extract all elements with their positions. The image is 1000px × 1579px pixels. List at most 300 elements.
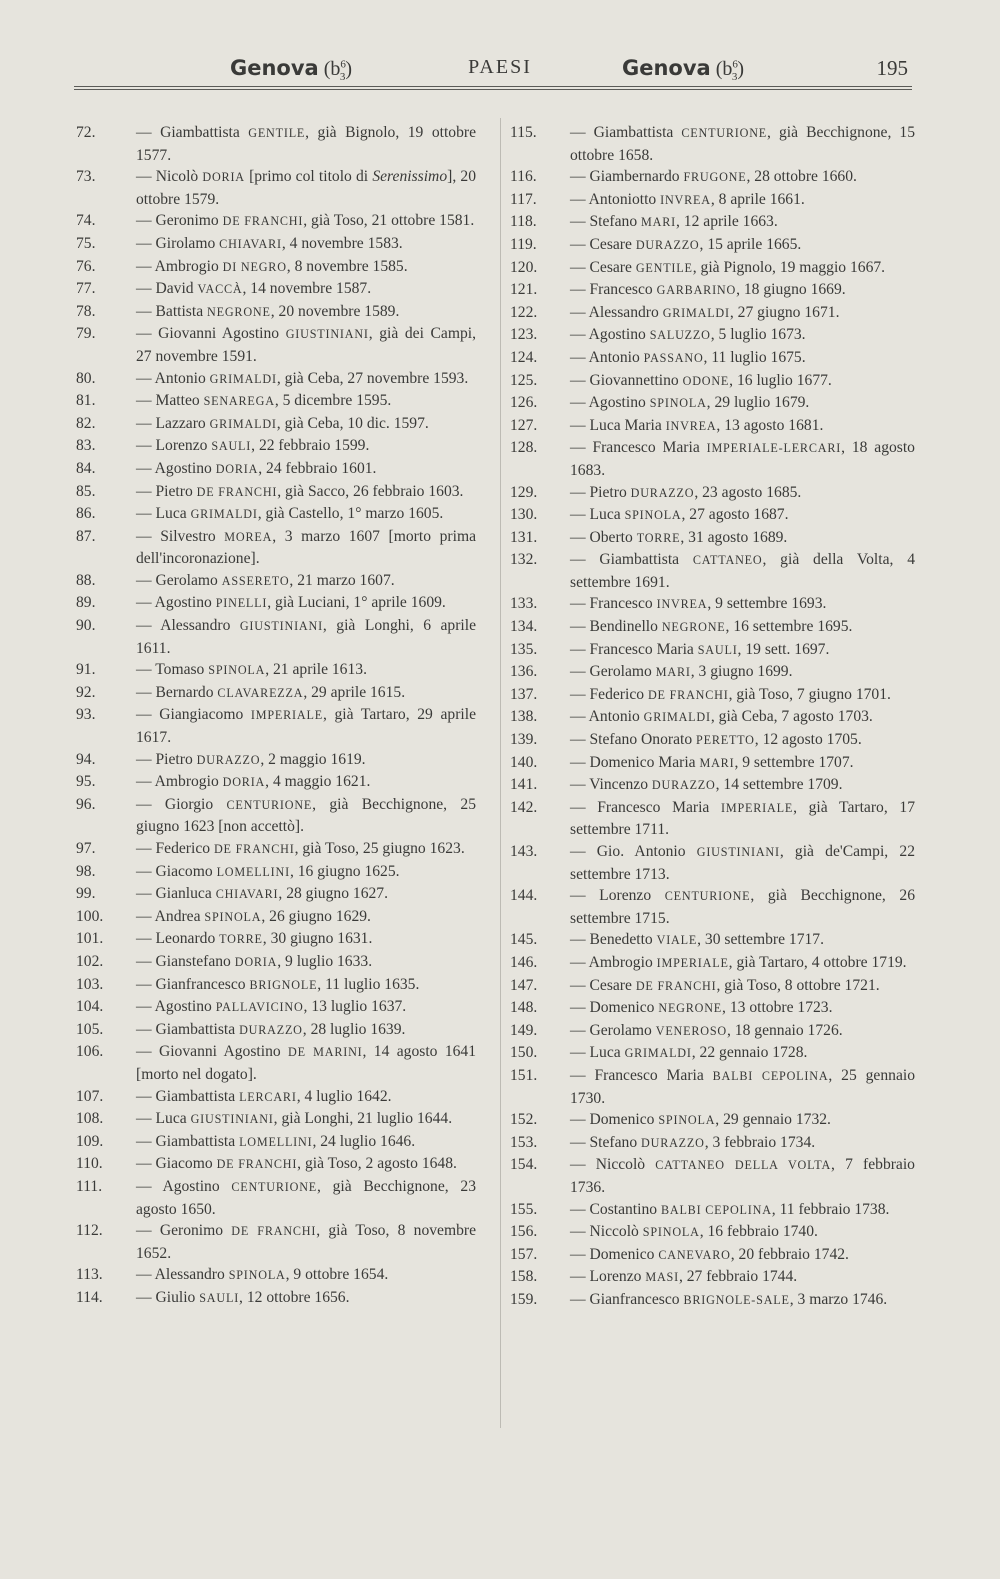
doge-surname: DE FRANCHI (231, 1224, 317, 1239)
entry-text: — Federico (570, 685, 648, 703)
entry-text: , 2 maggio 1619. (260, 750, 366, 768)
entry-text: — Gio. Antonio (570, 843, 697, 860)
entry-number: 117. (510, 190, 537, 208)
entry-number: 134. (510, 618, 538, 636)
entry-text: , 9 settembre 1693. (707, 595, 827, 613)
entry-text: , già Luciani, 1° aprile 1609. (267, 594, 446, 612)
entry-text: — Gianstefano (136, 952, 235, 970)
entry-number: 109. (76, 1132, 104, 1150)
doge-entry (510, 392, 915, 415)
entry-text: , già Pignolo, 19 maggio 1667. (692, 258, 886, 276)
entry-text: — Luca Maria (570, 416, 666, 434)
doge-surname: DURAZZO (239, 1022, 303, 1037)
doge-entry (510, 189, 915, 212)
doge-surname: PALLAVICINO (215, 1000, 304, 1015)
entry-text: — Benedetto (570, 931, 657, 949)
entry-number: 147. (510, 976, 538, 994)
entry-text: — Alessandro (136, 617, 240, 635)
entry-number: 137. (510, 685, 538, 703)
entry-number: 76. (76, 257, 96, 275)
doge-surname: BALBI CEPOLINA (712, 1068, 829, 1083)
doge-entry (510, 279, 915, 302)
doge-entry (510, 437, 915, 481)
entry-text: — Gerolamo (570, 663, 656, 681)
header-left-code: (b (323, 58, 341, 80)
entry-text: , 3 marzo 1607 [morto prima dell'incoronazione]. (136, 527, 476, 568)
doge-entry (510, 234, 915, 257)
doge-entry (510, 684, 915, 707)
header-right-code: (b (715, 58, 733, 80)
entry-number: 157. (510, 1245, 538, 1263)
doge-entry (76, 838, 476, 861)
doge-entry (76, 1153, 476, 1176)
doge-entry (510, 324, 915, 347)
entry-text: — Bernardo (136, 683, 218, 701)
doge-entry (510, 347, 915, 370)
doge-surname: NEGRONE (661, 620, 726, 635)
entry-text: , già dei Campi, 27 novembre 1591. (136, 325, 476, 365)
doge-surname: SAULI (697, 642, 738, 657)
header-right (622, 56, 744, 83)
entry-number: 155. (510, 1200, 538, 1218)
doge-surname: NEGRONE (207, 304, 271, 319)
entry-number: 118. (510, 213, 537, 231)
entry-number: 148. (510, 999, 538, 1017)
entry-text: — Lazzaro (136, 414, 210, 432)
doge-surname: SPINOLA (624, 508, 682, 523)
doge-entry (76, 413, 476, 436)
entry-text: — Stefano Onorato (570, 731, 697, 749)
entry-text: — Lorenzo (570, 1268, 646, 1286)
doge-surname: INVREA (660, 192, 711, 207)
header-rule (74, 86, 912, 90)
entry-text: — Giacomo (136, 862, 217, 880)
page-number: 195 (876, 56, 908, 80)
doge-surname: GIUSTINIANI (285, 327, 369, 342)
entry-text: — Lorenzo (570, 887, 665, 905)
entry-text: , 16 luglio 1677. (729, 371, 832, 389)
entry-text: , 28 giugno 1627. (278, 885, 388, 903)
doge-entry (76, 659, 476, 682)
doge-surname: DE FRANCHI (647, 687, 729, 702)
entry-text: , 28 ottobre 1660. (746, 168, 857, 186)
doge-entry (510, 1244, 915, 1267)
entry-number: 81. (76, 392, 96, 410)
entry-text: , già de'Campi, 22 settembre 1713. (570, 843, 915, 883)
entry-text: , già Becchignone, 15 ottobre 1658. (570, 124, 916, 164)
doge-surname: GRIMALDI (643, 710, 711, 725)
entry-text: , 23 agosto 1685. (694, 483, 802, 501)
entry-text: — Giacomo (136, 1155, 217, 1173)
doge-entry (510, 752, 915, 775)
doge-entry (76, 122, 476, 166)
entry-text: ], 20 ottobre 1579. (136, 168, 476, 208)
doge-entry (76, 570, 476, 593)
entry-number: 122. (510, 303, 538, 321)
entry-text: — Giambernardo (570, 168, 684, 186)
entry-number: 93. (76, 706, 96, 724)
entry-text: , già Ceba, 7 agosto 1703. (710, 708, 873, 726)
entry-number: 82. (76, 414, 96, 432)
entry-text: — Giambattista (136, 124, 249, 141)
entry-number: 103. (76, 975, 104, 993)
doge-entry (76, 1041, 476, 1085)
entry-number: 138. (510, 708, 538, 726)
doge-entry (510, 166, 915, 189)
entry-text: , 16 giugno 1625. (289, 862, 400, 880)
doge-surname: DE FRANCHI (196, 484, 278, 499)
entry-number: 128. (510, 439, 538, 457)
doge-entry (510, 1042, 915, 1065)
entry-number: 131. (510, 528, 538, 546)
entry-text: , 20 febbraio 1742. (730, 1245, 849, 1263)
entry-text: , 4 maggio 1621. (265, 773, 371, 791)
entry-text: , 14 agosto 1641 [morto nel dogato]. (136, 1043, 477, 1083)
entry-text: — Niccolò (570, 1223, 643, 1241)
doge-entry (76, 323, 476, 367)
entry-text: — Luca (570, 1044, 625, 1062)
entry-text: — Antoniotto (570, 190, 661, 208)
doge-entry (510, 415, 915, 438)
entry-number: 101. (76, 930, 104, 948)
entry-number: 97. (76, 840, 96, 857)
entry-number: 78. (76, 302, 96, 320)
entry-number: 100. (76, 907, 104, 925)
doge-entry (510, 122, 915, 166)
entry-text: — Giorgio (136, 795, 227, 813)
entry-text: , 11 luglio 1635. (317, 975, 420, 993)
entry-text: , già Castello, 1° marzo 1605. (257, 505, 444, 523)
entry-text: — Francesco (570, 281, 657, 299)
doge-entry (510, 729, 915, 752)
doge-entry (76, 1086, 476, 1109)
doge-entry (510, 1221, 915, 1244)
header-left-sub: 3 (339, 71, 346, 83)
entry-number: 102. (76, 952, 104, 970)
entry-text: , 8 novembre 1585. (286, 257, 408, 275)
doge-entry (76, 390, 476, 413)
entry-number: 120. (510, 258, 538, 276)
entry-number: 98. (76, 862, 96, 880)
entry-text: , già Toso, 8 novembre 1652. (136, 1222, 476, 1262)
entry-text: , 4 novembre 1583. (281, 234, 403, 252)
entry-text: — Agostino (136, 1177, 232, 1195)
doge-surname: DURAZZO (630, 485, 695, 500)
entry-text: — Giovannettino (570, 371, 683, 389)
entry-text: — Antonio (570, 348, 644, 366)
doge-entry (510, 370, 915, 393)
entry-number: 88. (76, 571, 96, 589)
doge-entry (76, 458, 476, 481)
title-italic: Serenissimo (372, 168, 448, 186)
doge-surname: SPINOLA (204, 909, 262, 924)
entry-text: — Bendinello (570, 618, 662, 636)
doge-surname: DE FRANCHI (222, 214, 304, 229)
doge-entry (510, 302, 915, 325)
entry-text: — Leonardo (136, 930, 220, 948)
entry-text: — Alessandro (136, 1266, 229, 1284)
entry-number: 146. (510, 953, 538, 971)
entry-text: , già Toso, 8 ottobre 1721. (716, 976, 880, 994)
doge-surname: LOMELLINI (239, 1134, 313, 1149)
doge-surname: GIUSTINIANI (190, 1112, 274, 1127)
entry-text: — Alessandro (570, 303, 663, 321)
doge-entry (510, 593, 915, 616)
entry-number: 91. (76, 661, 96, 679)
entry-number: 94. (76, 750, 96, 768)
entry-text: — Francesco Maria (570, 1066, 713, 1084)
entry-text: — Agostino (570, 326, 650, 344)
entry-number: 154. (510, 1156, 538, 1174)
doge-surname: LOMELLINI (216, 864, 290, 879)
entry-number: 95. (76, 773, 96, 791)
header-right-sub: 3 (731, 71, 738, 83)
entry-text: , 13 agosto 1681. (716, 416, 824, 434)
doge-entry (510, 616, 915, 639)
entry-number: 135. (510, 640, 538, 658)
doge-surname: MOREA (224, 529, 273, 544)
entry-number: 90. (76, 617, 96, 635)
entry-text: , 19 sett. 1697. (737, 640, 830, 658)
entry-text: — Nicolò (136, 168, 203, 186)
entry-number: 136. (510, 663, 538, 681)
doge-surname: GIUSTINIANI (239, 619, 323, 634)
entry-number: 106. (76, 1043, 104, 1061)
doge-surname: PASSANO (643, 350, 704, 365)
doge-entry (510, 975, 915, 998)
entry-text: — Francesco Maria (570, 439, 707, 457)
doge-surname: CENTURIONE (226, 797, 313, 812)
doge-surname: MASI (645, 1270, 679, 1285)
doge-surname: DORIA (215, 461, 259, 476)
doge-surname: SALUZZO (649, 328, 711, 343)
doge-entry (76, 526, 476, 570)
doge-entry (510, 885, 915, 929)
entry-number: 156. (510, 1223, 538, 1241)
entry-text: — Giovanni Agostino (136, 325, 286, 343)
doge-surname: DORIA (222, 775, 266, 790)
entry-number: 80. (76, 369, 96, 387)
doge-surname: VACCÀ (197, 282, 243, 297)
entry-text: — Stefano (570, 1133, 642, 1151)
entry-text: , 16 febbraio 1740. (699, 1223, 818, 1241)
entry-number: 111. (76, 1177, 103, 1195)
entry-text: , 26 giugno 1629. (261, 907, 371, 925)
entry-text: , 20 novembre 1589. (270, 302, 400, 320)
doge-entry (510, 997, 915, 1020)
entry-text: — Domenico (570, 1111, 659, 1129)
entry-number: 145. (510, 931, 538, 949)
entry-text: , 13 ottobre 1723. (722, 999, 833, 1017)
entry-text: — Girolamo (136, 234, 220, 252)
entry-number: 108. (76, 1110, 104, 1128)
entry-text: — Giambattista (570, 124, 682, 141)
doge-surname: ASSERETO (221, 573, 290, 588)
doge-surname: DE FRANCHI (216, 1157, 298, 1172)
entry-text: , 29 aprile 1615. (303, 683, 406, 701)
doge-surname: DE FRANCHI (635, 978, 717, 993)
entry-number: 74. (76, 212, 96, 230)
entry-number: 139. (510, 731, 538, 749)
header-section-title: PAESI (468, 56, 532, 78)
entry-text: , già Longhi, 6 aprile 1611. (136, 617, 477, 657)
entry-text: , 25 gennaio 1730. (570, 1066, 916, 1107)
entry-number: 126. (510, 394, 538, 412)
entry-text: , 9 settembre 1707. (734, 753, 854, 771)
entry-number: 119. (510, 235, 537, 253)
doge-surname: GRIMALDI (662, 305, 730, 320)
entry-text: , 22 gennaio 1728. (691, 1044, 808, 1062)
doge-surname: DORIA (234, 954, 278, 969)
entry-number: 87. (76, 527, 96, 545)
entry-number: 141. (510, 776, 538, 794)
entry-text: , già Toso, 21 ottobre 1581. (303, 212, 475, 230)
doge-entry (76, 368, 476, 391)
entry-text: , 27 giugno 1671. (729, 303, 840, 321)
header-left-sup: 6 (340, 58, 346, 71)
entry-text: — Giambattista (136, 1087, 240, 1105)
entry-text: — Antonio (570, 708, 644, 726)
entry-number: 142. (510, 798, 538, 816)
doge-entry (76, 749, 476, 772)
doge-surname: MARI (699, 755, 735, 770)
doge-surname: PINELLI (215, 596, 268, 611)
entry-text: , 18 giugno 1669. (736, 281, 846, 299)
doge-surname: DORIA (202, 170, 245, 185)
entry-text: , 11 febbraio 1738. (771, 1200, 890, 1218)
doge-surname: DI NEGRO (222, 259, 287, 274)
entry-number: 121. (510, 281, 538, 299)
doge-surname: SENAREGA (203, 394, 275, 409)
doge-entry (76, 435, 476, 458)
doge-entry (510, 1020, 915, 1043)
doge-surname: DURAZZO (196, 752, 261, 767)
entry-text: — Luca (136, 1110, 191, 1128)
doge-entry (510, 797, 915, 841)
entry-text: — Agostino (570, 394, 650, 412)
entry-text: , 28 luglio 1639. (302, 1020, 406, 1038)
entry-text: — Matteo (136, 392, 204, 410)
entry-number: 149. (510, 1021, 538, 1039)
doge-entry (76, 771, 476, 794)
entry-text: , 30 settembre 1717. (697, 931, 824, 949)
doge-surname: SPINOLA (658, 1113, 716, 1128)
entry-text: , 9 luglio 1633. (277, 952, 373, 970)
entry-text: — Gianluca (136, 885, 216, 903)
doge-surname: VIALE (656, 933, 698, 948)
doge-entry (510, 774, 915, 797)
entry-text: — Pietro (136, 750, 197, 768)
doge-entry (76, 592, 476, 615)
doge-surname: BALBI CEPOLINA (660, 1202, 772, 1217)
entry-text: , già Toso, 25 giugno 1623. (294, 840, 465, 857)
doge-entry (76, 1019, 476, 1042)
doge-surname: BRIGNOLE-SALE (683, 1292, 790, 1307)
entry-text: , 29 gennaio 1732. (715, 1111, 831, 1129)
entry-text: — Giambattista (136, 1020, 240, 1038)
doge-surname: DURAZZO (651, 778, 716, 793)
left-column (76, 122, 476, 1309)
entry-number: 73. (76, 168, 96, 186)
doge-surname: TORRE (219, 932, 263, 947)
doge-entry (76, 233, 476, 256)
doge-entry (76, 883, 476, 906)
doge-entry (510, 482, 915, 505)
entry-text: — Cesare (570, 976, 636, 994)
entry-text: , 12 aprile 1663. (675, 213, 778, 231)
entry-text: — Tomaso (136, 661, 209, 679)
doge-entry (76, 682, 476, 705)
doge-surname: CHIAVARI (215, 887, 279, 902)
doge-entry (76, 861, 476, 884)
doge-surname: SAULI (211, 439, 252, 454)
entry-text: , 3 marzo 1746. (789, 1290, 888, 1308)
entry-text: , già della Volta, 4 settembre 1691. (570, 551, 915, 591)
entry-text: , 24 febbraio 1601. (258, 459, 377, 477)
entry-text: , già Tartaro, 17 settembre 1711. (570, 798, 915, 839)
doge-surname: CENTURIONE (664, 889, 751, 904)
entry-text: — Battista (136, 302, 208, 320)
entry-number: 113. (76, 1266, 103, 1284)
entry-text: , già Toso, 7 giugno 1701. (728, 685, 891, 703)
entry-text: , 4 luglio 1642. (296, 1087, 392, 1105)
entry-text: — Federico (136, 840, 214, 857)
entry-text: — Gianfrancesco (570, 1290, 684, 1308)
entry-text: , 15 aprile 1665. (699, 235, 802, 253)
entry-text: — Giambattista (570, 551, 693, 569)
entry-text: — Geronimo (136, 212, 223, 230)
entry-text: — Costantino (570, 1200, 661, 1218)
doge-surname: TORRE (636, 530, 681, 545)
doge-entry (510, 257, 915, 280)
entry-text: , 5 luglio 1673. (710, 326, 806, 344)
entry-number: 79. (76, 325, 96, 343)
entry-text: — Stefano (570, 213, 642, 231)
entry-text: — Domenico (570, 999, 659, 1017)
doge-entry (510, 1109, 915, 1132)
doge-entry (76, 928, 476, 951)
entry-text: — Domenico Maria (570, 753, 700, 771)
entry-number: 72. (76, 124, 96, 141)
entry-text: , 16 settembre 1695. (725, 618, 853, 636)
entry-number: 133. (510, 595, 538, 613)
entry-text: , 5 dicembre 1595. (274, 392, 392, 410)
doge-surname: CENTURIONE (681, 126, 768, 140)
entry-text: — Antonio (136, 369, 210, 387)
entry-text: — Ambrogio (136, 773, 223, 791)
entry-text: — Cesare (570, 258, 636, 276)
entry-number: 89. (76, 594, 96, 612)
doge-entry (76, 794, 476, 838)
entry-text: , 3 febbraio 1734. (704, 1133, 816, 1151)
entry-text: , 24 luglio 1646. (312, 1132, 416, 1150)
doge-surname: DURAZZO (635, 237, 700, 252)
doge-surname: GARBARINO (656, 283, 737, 298)
entry-text: , 12 ottobre 1656. (239, 1288, 350, 1306)
entry-number: 104. (76, 998, 104, 1016)
doge-entry (76, 996, 476, 1019)
doge-entry (76, 906, 476, 929)
header-right-sup: 6 (732, 58, 738, 71)
entry-text: — Giambattista (136, 1132, 240, 1150)
entry-number: 151. (510, 1066, 538, 1084)
entry-text: — Luca (570, 506, 625, 524)
entry-number: 123. (510, 326, 538, 344)
doge-entry (510, 1065, 915, 1109)
doge-surname: GENTILE (248, 126, 306, 140)
doge-surname: SPINOLA (228, 1268, 286, 1283)
entry-text: , 29 luglio 1679. (706, 394, 810, 412)
